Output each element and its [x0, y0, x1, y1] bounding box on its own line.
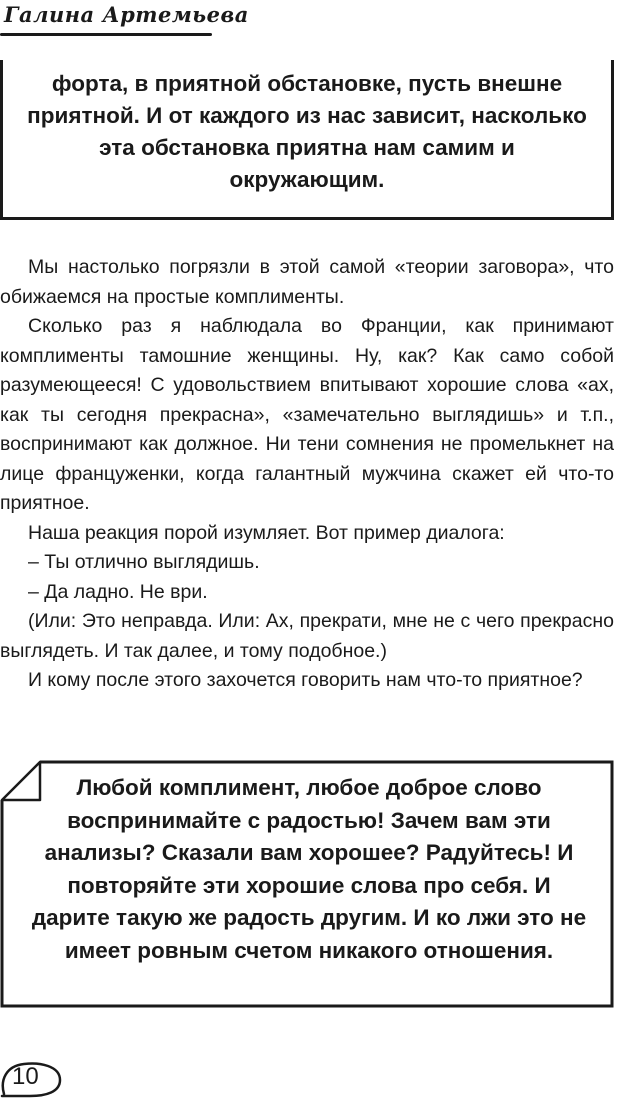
- running-title: Галина Артемьева: [4, 2, 249, 27]
- page-number-badge: [0, 1060, 64, 1098]
- dialogue-line: – Да ладно. Не ври.: [28, 580, 208, 603]
- top-callout-box: [0, 60, 614, 220]
- paragraph: Наша реакция порой изумляет. Вот пример диалога:: [28, 521, 505, 544]
- top-callout-text: форта, в приятной обстановке, пусть внешне приятной. И от каждого из нас зависит, насколько эта обстановка приятна нам самим и окружающим.: [27, 71, 587, 192]
- body-text: [0, 253, 614, 696]
- running-title-rule: [0, 33, 212, 36]
- paragraph: Мы настолько погрязли в этой самой «теории заговора», что обижаемся на простые комплименты.: [0, 256, 614, 308]
- paragraph: И кому после этого захочется говорить нам что-то приятное?: [28, 669, 583, 691]
- dialogue-line: – Ты отлично выглядишь.: [28, 551, 260, 573]
- paragraph: (Или: Это неправда. Или: Ах, прекрати, мне не с чего прекрасно выглядеть. И так далее, и тому подобное.): [0, 610, 614, 662]
- note-callout-text: Любой комплимент, любое доброе слово воспринимайте с радостью! Зачем вам эти анализы? Сказали вам хорошее? Радуйтесь! И повторяйте эти хорошие слова про себя. И дарите такую же радость другим. И ко лжи это не имеет ровным счетом никакого отношения.: [31, 775, 587, 963]
- paragraph: Сколько раз я наблюдала во Франции, как принимают комплименты тамошние женщины. Ну, как? Как само собой разумеющееся! С удовольствием впитывают хорошие слова «ах, как ты сегодня прекрасна», «замечательно выглядишь» и т.п., воспринимают как должное. Ни тени сомнения не промелькнет на лице француженки, когда галантный мужчина скажет ей что-то приятное.: [0, 315, 614, 514]
- page-number: 10: [12, 1063, 39, 1090]
- note-callout-box: [0, 760, 614, 1008]
